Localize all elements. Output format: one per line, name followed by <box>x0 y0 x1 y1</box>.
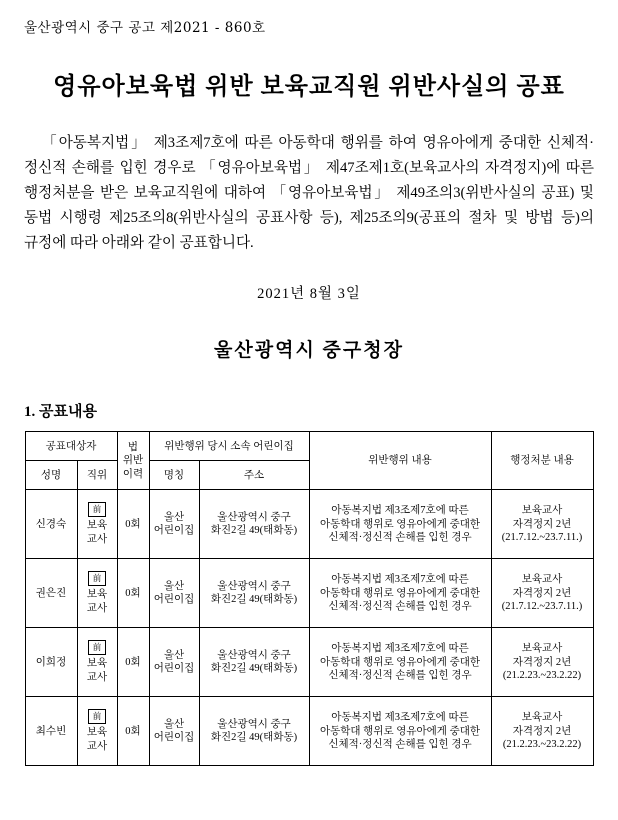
header-legal-history-line2: 위반 <box>122 455 144 467</box>
cell-address-line1: 울산광역시 중구 <box>217 649 291 661</box>
issuer-name: 울산광역시 중구청장 <box>214 340 404 362</box>
cell-position <box>77 490 117 559</box>
cell-admin-action <box>491 490 593 559</box>
cell-address-line1: 울산광역시 중구 <box>217 718 291 730</box>
cell-facility-name-line2: 어린이집 <box>153 732 195 744</box>
cell-position-line2: 교사 <box>86 740 108 752</box>
table-header-row-1 <box>25 432 593 461</box>
cell-violation-line1: 아동복지법 제3조제7호에 따른 <box>331 712 469 723</box>
cell-address-line1: 울산광역시 중구 <box>217 580 291 592</box>
header-facility-group: 위반행위 당시 소속 어린이집 <box>149 432 309 461</box>
cell-position-line2: 교사 <box>86 671 108 683</box>
cell-admin-action <box>491 697 593 766</box>
notice-number: 울산광역시 중구 공고 제2021 - 860호 <box>24 20 266 36</box>
cell-violation-line3: 신체적·정신적 손해를 입힌 경우 <box>328 739 472 751</box>
table-row <box>25 490 593 559</box>
cell-legal-history: 0회 <box>117 628 149 697</box>
cell-facility-name-line2: 어린이집 <box>153 525 195 537</box>
cell-action-line1: 보육교사 <box>521 505 563 516</box>
table-row <box>25 628 593 697</box>
cell-facility-name <box>149 490 199 559</box>
cell-action-line3: (21.7.12.~23.7.11.) <box>501 532 583 544</box>
cell-address-line2: 화진2길 49(태화동) <box>210 663 298 675</box>
cell-facility-address <box>199 697 309 766</box>
cell-position-line1: 보육 <box>86 658 108 670</box>
cell-position <box>77 697 117 766</box>
cell-facility-address <box>199 559 309 628</box>
cell-facility-name-line1: 울산 <box>163 649 185 661</box>
cell-facility-name-line1: 울산 <box>163 511 185 523</box>
header-position: 직위 <box>77 461 117 490</box>
header-legal-history-line1: 법 <box>127 441 139 453</box>
date-line: 2021년 8월 3일 <box>257 286 361 303</box>
cell-action-line1: 보육교사 <box>521 643 563 654</box>
cell-violation-line2: 아동학대 행위로 영유아에게 중대한 <box>319 656 481 668</box>
cell-name: 신경숙 <box>25 490 77 559</box>
former-seal-icon: 前 <box>88 571 106 586</box>
cell-violation-detail <box>309 559 491 628</box>
cell-position <box>77 559 117 628</box>
cell-facility-address <box>199 490 309 559</box>
cell-name: 최수빈 <box>25 697 77 766</box>
cell-violation-line3: 신체적·정신적 손해를 입힌 경우 <box>328 601 472 613</box>
cell-address-line2: 화진2길 49(태화동) <box>210 732 298 744</box>
cell-legal-history: 0회 <box>117 559 149 628</box>
cell-admin-action <box>491 559 593 628</box>
publication-table <box>25 431 594 766</box>
header-legal-history <box>117 432 149 490</box>
cell-legal-history: 0회 <box>117 490 149 559</box>
cell-violation-line1: 아동복지법 제3조제7호에 따른 <box>331 643 469 654</box>
cell-action-line2: 자격정지 2년 <box>512 656 572 668</box>
header-violation-detail: 위반행위 내용 <box>309 432 491 490</box>
header-legal-history-line3: 이력 <box>122 468 144 480</box>
cell-facility-name <box>149 559 199 628</box>
header-facility-address: 주소 <box>199 461 309 490</box>
cell-address-line1: 울산광역시 중구 <box>217 511 291 523</box>
cell-address-line2: 화진2길 49(태화동) <box>210 594 298 606</box>
cell-action-line3: (21.7.12.~23.7.11.) <box>501 601 583 613</box>
cell-violation-detail <box>309 697 491 766</box>
cell-action-line3: (21.2.23.~23.2.22) <box>502 739 582 751</box>
cell-name: 이희정 <box>25 628 77 697</box>
cell-position-line2: 교사 <box>86 533 108 545</box>
cell-legal-history: 0회 <box>117 697 149 766</box>
body-paragraph: 「아동복지법」 제3조제7호에 따른 아동학대 행위를 하여 영유아에게 중대한 신체적·정신적 손해를 입힌 경우로 「영유아보육법」 제47조제1호(보육교사의 자격정지)에 따른 행정처분을 받은 보육교직원에 대하여 「영유아보육법」 제49조의3(위반사실의 공표) 및 동법 시행령 제25조의8(위반사실의 공표사항 등), 제25조의9(공표의 절차 및 방법 등)의 규정에 따라 아래와 같이 공표합니다. <box>24 135 594 252</box>
cell-violation-line3: 신체적·정신적 손해를 입힌 경우 <box>328 670 472 682</box>
cell-action-line1: 보육교사 <box>521 574 563 585</box>
table-row <box>25 559 593 628</box>
cell-facility-name <box>149 697 199 766</box>
cell-facility-name-line2: 어린이집 <box>153 594 195 606</box>
cell-violation-detail <box>309 490 491 559</box>
cell-action-line2: 자격정지 2년 <box>512 587 572 599</box>
cell-position <box>77 628 117 697</box>
cell-name: 권은진 <box>25 559 77 628</box>
cell-position-line2: 교사 <box>86 602 108 614</box>
cell-admin-action <box>491 628 593 697</box>
header-subject-group: 공표대상자 <box>25 432 117 461</box>
cell-violation-detail <box>309 628 491 697</box>
page-title: 영유아보육법 위반 보육교직원 위반사실의 공표 <box>53 74 565 100</box>
cell-facility-name-line2: 어린이집 <box>153 663 195 675</box>
cell-violation-line2: 아동학대 행위로 영유아에게 중대한 <box>319 587 481 599</box>
cell-violation-line3: 신체적·정신적 손해를 입힌 경우 <box>328 532 472 544</box>
cell-position-line1: 보육 <box>86 727 108 739</box>
former-seal-icon: 前 <box>88 640 106 655</box>
cell-violation-line1: 아동복지법 제3조제7호에 따른 <box>331 505 469 516</box>
header-facility-name: 명칭 <box>149 461 199 490</box>
header-name: 성명 <box>25 461 77 490</box>
cell-facility-name-line1: 울산 <box>163 580 185 592</box>
cell-action-line3: (21.2.23.~23.2.22) <box>502 670 582 682</box>
cell-violation-line2: 아동학대 행위로 영유아에게 중대한 <box>319 725 481 737</box>
former-seal-icon: 前 <box>88 502 106 517</box>
cell-action-line2: 자격정지 2년 <box>512 725 572 737</box>
cell-facility-name-line1: 울산 <box>163 718 185 730</box>
cell-position-line1: 보육 <box>86 589 108 601</box>
section-heading: 1. 공표내용 <box>24 404 97 421</box>
cell-position-line1: 보육 <box>86 520 108 532</box>
cell-action-line2: 자격정지 2년 <box>512 518 572 530</box>
cell-violation-line2: 아동학대 행위로 영유아에게 중대한 <box>319 518 481 530</box>
cell-action-line1: 보육교사 <box>521 712 563 723</box>
former-seal-icon: 前 <box>88 709 106 724</box>
cell-facility-address <box>199 628 309 697</box>
cell-address-line2: 화진2길 49(태화동) <box>210 525 298 537</box>
header-admin-action: 행정처분 내용 <box>491 432 593 490</box>
cell-violation-line1: 아동복지법 제3조제7호에 따른 <box>331 574 469 585</box>
table-row <box>25 697 593 766</box>
cell-facility-name <box>149 628 199 697</box>
